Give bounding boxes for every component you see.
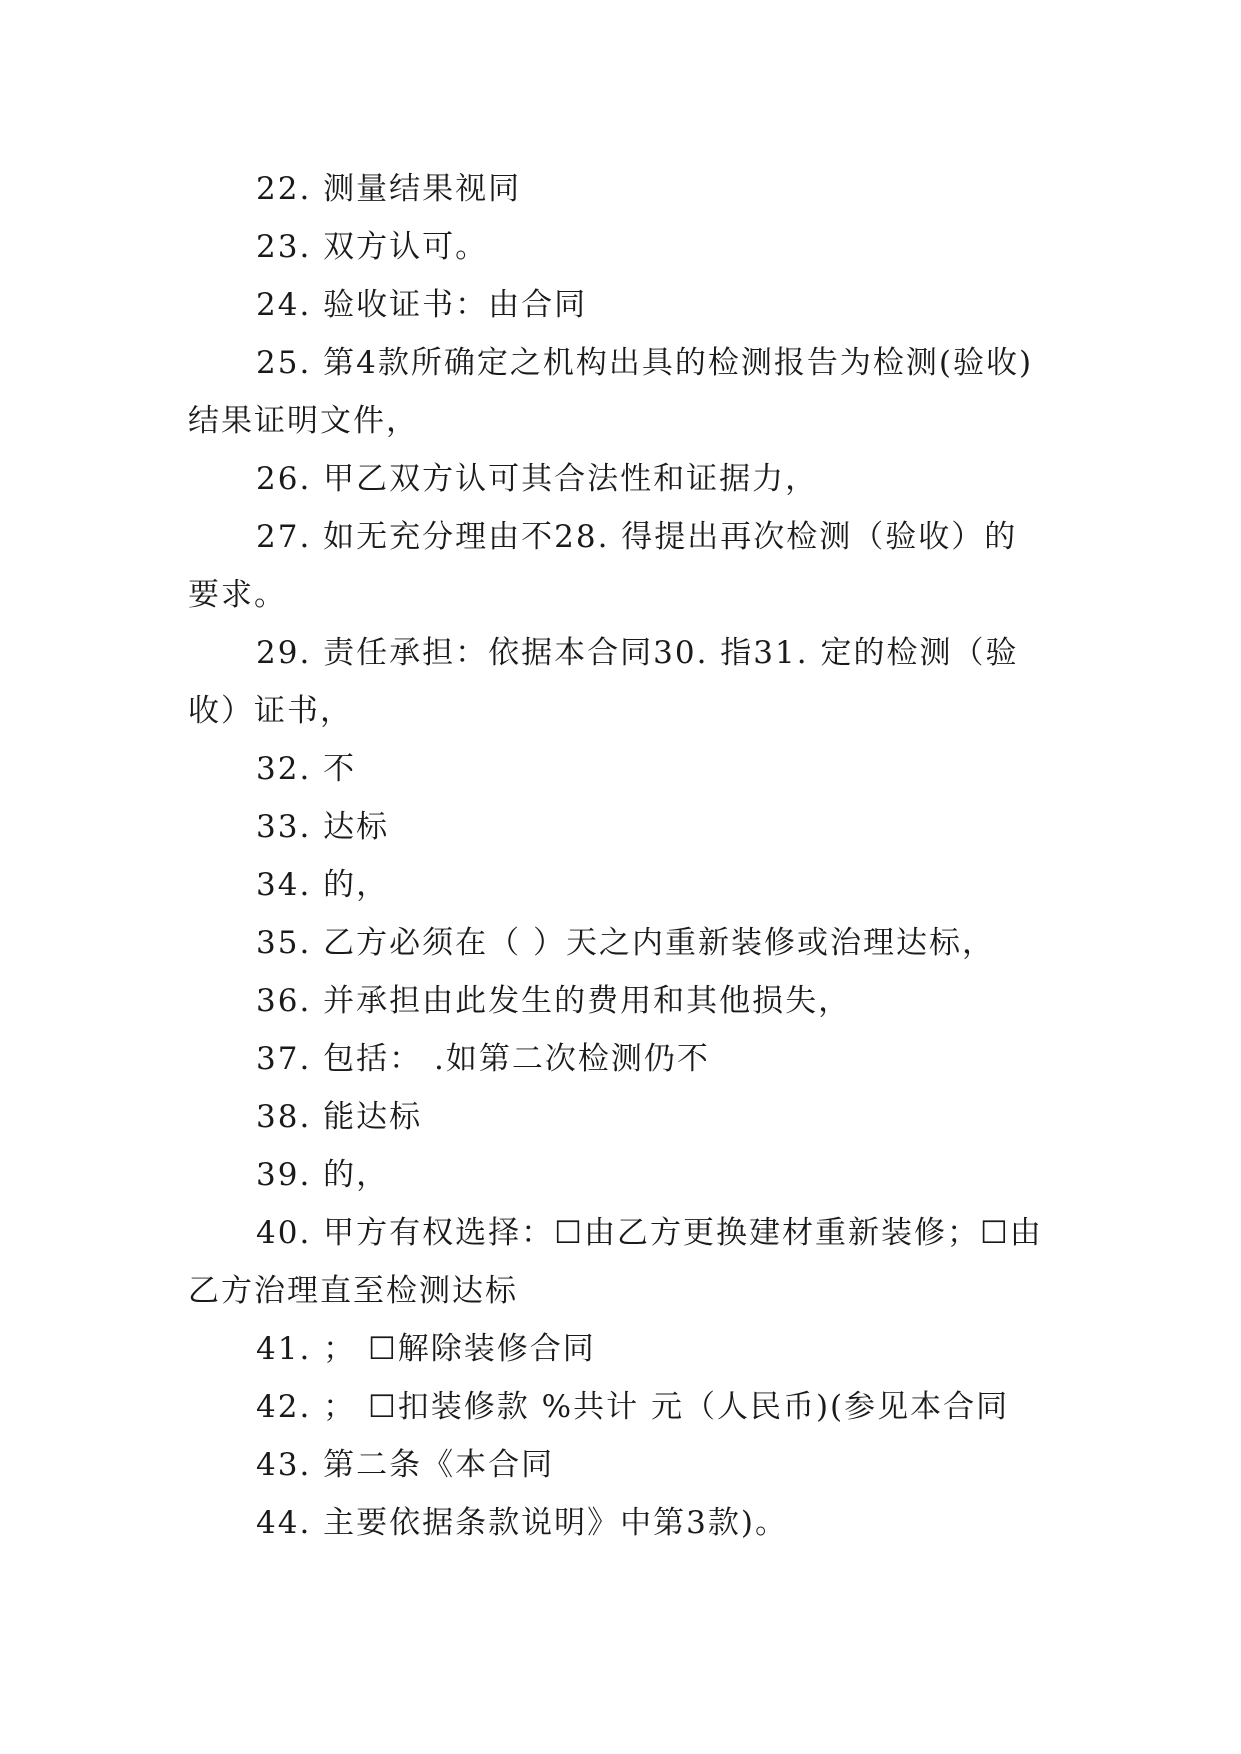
paragraph-26: 26. 甲乙双方认可其合法性和证据力， — [256, 461, 819, 497]
paragraph-23: 23. 双方认可。 — [256, 229, 489, 265]
paragraph-32: 32. 不 — [256, 751, 357, 787]
paragraph-42: 42. ； ☐扣装修款 %共计 元（人民币)(参见本合同 — [256, 1389, 1010, 1425]
paragraph-39: 39. 的， — [256, 1157, 390, 1193]
paragraph-38: 38. 能达标 — [256, 1099, 423, 1135]
paragraph-27: 27. 如无充分理由不28. 得提出再次检测（验收）的要求。 — [188, 519, 1018, 613]
paragraph-36: 36. 并承担由此发生的费用和其他损失， — [256, 983, 852, 1019]
paragraph-35: 35. 乙方必须在（ ）天之内重新装修或治理达标， — [256, 925, 996, 961]
document-body — [188, 160, 1050, 1552]
paragraph-37: 37. 包括： .如第二次检测仍不 — [256, 1041, 710, 1077]
paragraph-34: 34. 的， — [256, 867, 390, 903]
paragraph-22: 22. 测量结果视同 — [256, 171, 522, 207]
paragraph-29: 29. 责任承担：依据本合同30. 指31. 定的检测（验收）证书， — [188, 635, 1019, 729]
paragraph-33: 33. 达标 — [256, 809, 390, 845]
paragraph-24: 24. 验收证书：由合同 — [256, 287, 588, 323]
paragraph-25: 25. 第4款所确定之机构出具的检测报告为检测(验收)结果证明文件， — [188, 345, 1034, 439]
paragraph-40: 40. 甲方有权选择：☐由乙方更换建材重新装修；☐由乙方治理直至检测达标 — [188, 1215, 1043, 1309]
paragraph-44: 44. 主要依据条款说明》中第3款)。 — [256, 1505, 788, 1541]
paragraph-41: 41. ； ☐解除装修合同 — [256, 1331, 596, 1367]
paragraph-43: 43. 第二条《本合同 — [256, 1447, 555, 1483]
